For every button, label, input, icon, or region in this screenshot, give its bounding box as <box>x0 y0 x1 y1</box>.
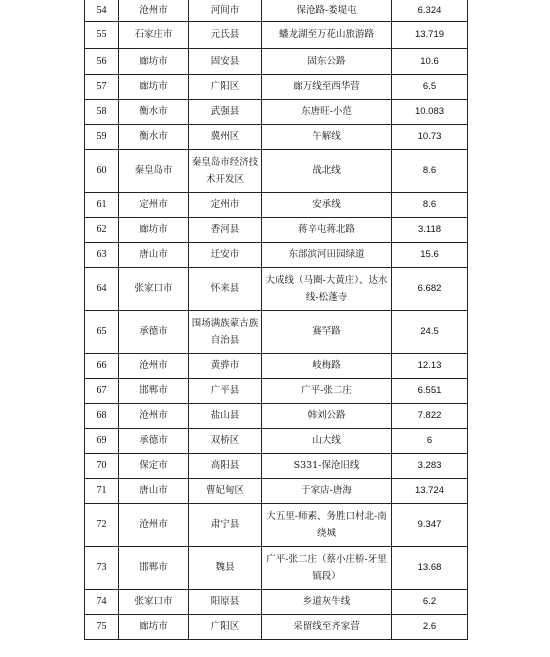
length-cell: 6.682 <box>392 267 468 310</box>
row-number-cell: 60 <box>85 149 119 192</box>
road-name-cell: 固东公路 <box>262 48 392 74</box>
county-cell: 盐山县 <box>189 403 262 428</box>
county-cell: 广阳区 <box>189 614 262 639</box>
length-cell: 6.2 <box>392 589 468 614</box>
road-name-cell: 赛罕路 <box>262 310 392 353</box>
county-cell: 广阳区 <box>189 74 262 99</box>
city-cell: 沧州市 <box>119 403 189 428</box>
row-number-cell: 61 <box>85 192 119 217</box>
table-row <box>85 48 468 74</box>
row-number-cell: 56 <box>85 48 119 74</box>
city-cell: 衡水市 <box>119 124 189 149</box>
row-number-cell: 73 <box>85 546 119 589</box>
length-cell: 12.13 <box>392 353 468 378</box>
city-cell: 沧州市 <box>119 503 189 546</box>
table-row <box>85 149 468 192</box>
road-name-cell: 安承线 <box>262 192 392 217</box>
row-number-cell: 54 <box>85 0 119 21</box>
length-cell: 8.6 <box>392 149 468 192</box>
city-cell: 张家口市 <box>119 267 189 310</box>
city-cell: 廊坊市 <box>119 217 189 242</box>
city-cell: 保定市 <box>119 453 189 478</box>
county-cell: 定州市 <box>189 192 262 217</box>
city-cell: 秦皇岛市 <box>119 149 189 192</box>
county-cell: 高阳县 <box>189 453 262 478</box>
county-cell: 河间市 <box>189 0 262 21</box>
table-row <box>85 589 468 614</box>
table-row <box>85 353 468 378</box>
city-cell: 廊坊市 <box>119 614 189 639</box>
table-row <box>85 21 468 48</box>
length-cell: 24.5 <box>392 310 468 353</box>
road-name-cell: 蒋辛屯蒋北路 <box>262 217 392 242</box>
row-number-cell: 70 <box>85 453 119 478</box>
road-name-cell: 山大线 <box>262 428 392 453</box>
city-cell: 承德市 <box>119 428 189 453</box>
table-row <box>85 478 468 503</box>
length-cell: 10.083 <box>392 99 468 124</box>
length-cell: 9.347 <box>392 503 468 546</box>
table-row <box>85 614 468 639</box>
row-number-cell: 62 <box>85 217 119 242</box>
table-row <box>85 428 468 453</box>
city-cell: 张家口市 <box>119 589 189 614</box>
county-cell: 肃宁县 <box>189 503 262 546</box>
table-row <box>85 217 468 242</box>
table-row <box>85 378 468 403</box>
length-cell: 6.551 <box>392 378 468 403</box>
county-cell: 怀来县 <box>189 267 262 310</box>
row-number-cell: 67 <box>85 378 119 403</box>
county-cell: 围场满族蒙古族自治县 <box>189 310 262 353</box>
road-name-cell: 蟠龙湖至万花山旅游路 <box>262 21 392 48</box>
road-name-cell: 大成线（马圈-大黄庄）、达水线-松蓬寺 <box>262 267 392 310</box>
table-row <box>85 74 468 99</box>
length-cell: 6.5 <box>392 74 468 99</box>
county-cell: 曹妃甸区 <box>189 478 262 503</box>
table-row <box>85 267 468 310</box>
county-cell: 双桥区 <box>189 428 262 453</box>
table-row <box>85 546 468 589</box>
table-row <box>85 124 468 149</box>
length-cell: 3.118 <box>392 217 468 242</box>
county-cell: 冀州区 <box>189 124 262 149</box>
road-table <box>84 0 468 640</box>
length-cell: 15.6 <box>392 242 468 267</box>
county-cell: 广平县 <box>189 378 262 403</box>
city-cell: 石家庄市 <box>119 21 189 48</box>
road-name-cell: 战北线 <box>262 149 392 192</box>
table-row <box>85 0 468 21</box>
road-name-cell: 廊万线至西华营 <box>262 74 392 99</box>
row-number-cell: 55 <box>85 21 119 48</box>
row-number-cell: 64 <box>85 267 119 310</box>
road-name-cell: 保沧路-娄堤屯 <box>262 0 392 21</box>
table-row <box>85 310 468 353</box>
road-name-cell: 东唐旺-小范 <box>262 99 392 124</box>
city-cell: 定州市 <box>119 192 189 217</box>
length-cell: 6.324 <box>392 0 468 21</box>
row-number-cell: 57 <box>85 74 119 99</box>
length-cell: 10.6 <box>392 48 468 74</box>
county-cell: 黄骅市 <box>189 353 262 378</box>
road-name-cell: 午解线 <box>262 124 392 149</box>
county-cell: 魏县 <box>189 546 262 589</box>
row-number-cell: 69 <box>85 428 119 453</box>
length-cell: 3.283 <box>392 453 468 478</box>
row-number-cell: 72 <box>85 503 119 546</box>
length-cell: 13.724 <box>392 478 468 503</box>
row-number-cell: 63 <box>85 242 119 267</box>
city-cell: 唐山市 <box>119 242 189 267</box>
city-cell: 廊坊市 <box>119 48 189 74</box>
road-name-cell: 乡道灰牛线 <box>262 589 392 614</box>
row-number-cell: 75 <box>85 614 119 639</box>
road-name-cell: 韩刘公路 <box>262 403 392 428</box>
length-cell: 8.6 <box>392 192 468 217</box>
table-row <box>85 503 468 546</box>
row-number-cell: 58 <box>85 99 119 124</box>
city-cell: 沧州市 <box>119 0 189 21</box>
city-cell: 邯郸市 <box>119 546 189 589</box>
city-cell: 沧州市 <box>119 353 189 378</box>
road-name-cell: 东部滨河田园绿道 <box>262 242 392 267</box>
row-number-cell: 74 <box>85 589 119 614</box>
table-row <box>85 403 468 428</box>
row-number-cell: 68 <box>85 403 119 428</box>
table-row <box>85 453 468 478</box>
length-cell: 10.73 <box>392 124 468 149</box>
city-cell: 唐山市 <box>119 478 189 503</box>
row-number-cell: 66 <box>85 353 119 378</box>
road-table-body <box>85 0 468 639</box>
county-cell: 固安县 <box>189 48 262 74</box>
city-cell: 承德市 <box>119 310 189 353</box>
city-cell: 廊坊市 <box>119 74 189 99</box>
table-row <box>85 242 468 267</box>
county-cell: 阳原县 <box>189 589 262 614</box>
row-number-cell: 65 <box>85 310 119 353</box>
road-name-cell: 广平-张二庄 <box>262 378 392 403</box>
length-cell: 13.68 <box>392 546 468 589</box>
city-cell: 邯郸市 <box>119 378 189 403</box>
row-number-cell: 71 <box>85 478 119 503</box>
road-name-cell: 采留线至齐家营 <box>262 614 392 639</box>
road-name-cell: S331-保沧旧线 <box>262 453 392 478</box>
county-cell: 秦皇岛市经济技术开发区 <box>189 149 262 192</box>
road-name-cell: 大五里-师素、务胜口村北-南绕城 <box>262 503 392 546</box>
road-name-cell: 广平-张二庄（蔡小庄桥-牙里镇段） <box>262 546 392 589</box>
row-number-cell: 59 <box>85 124 119 149</box>
table-row <box>85 192 468 217</box>
length-cell: 13.719 <box>392 21 468 48</box>
county-cell: 香河县 <box>189 217 262 242</box>
length-cell: 6 <box>392 428 468 453</box>
length-cell: 2.6 <box>392 614 468 639</box>
city-cell: 衡水市 <box>119 99 189 124</box>
table-row <box>85 99 468 124</box>
road-name-cell: 岐梅路 <box>262 353 392 378</box>
length-cell: 7.822 <box>392 403 468 428</box>
county-cell: 迁安市 <box>189 242 262 267</box>
county-cell: 武强县 <box>189 99 262 124</box>
road-table-page <box>84 0 467 640</box>
road-name-cell: 于家店-唐海 <box>262 478 392 503</box>
county-cell: 元氏县 <box>189 21 262 48</box>
